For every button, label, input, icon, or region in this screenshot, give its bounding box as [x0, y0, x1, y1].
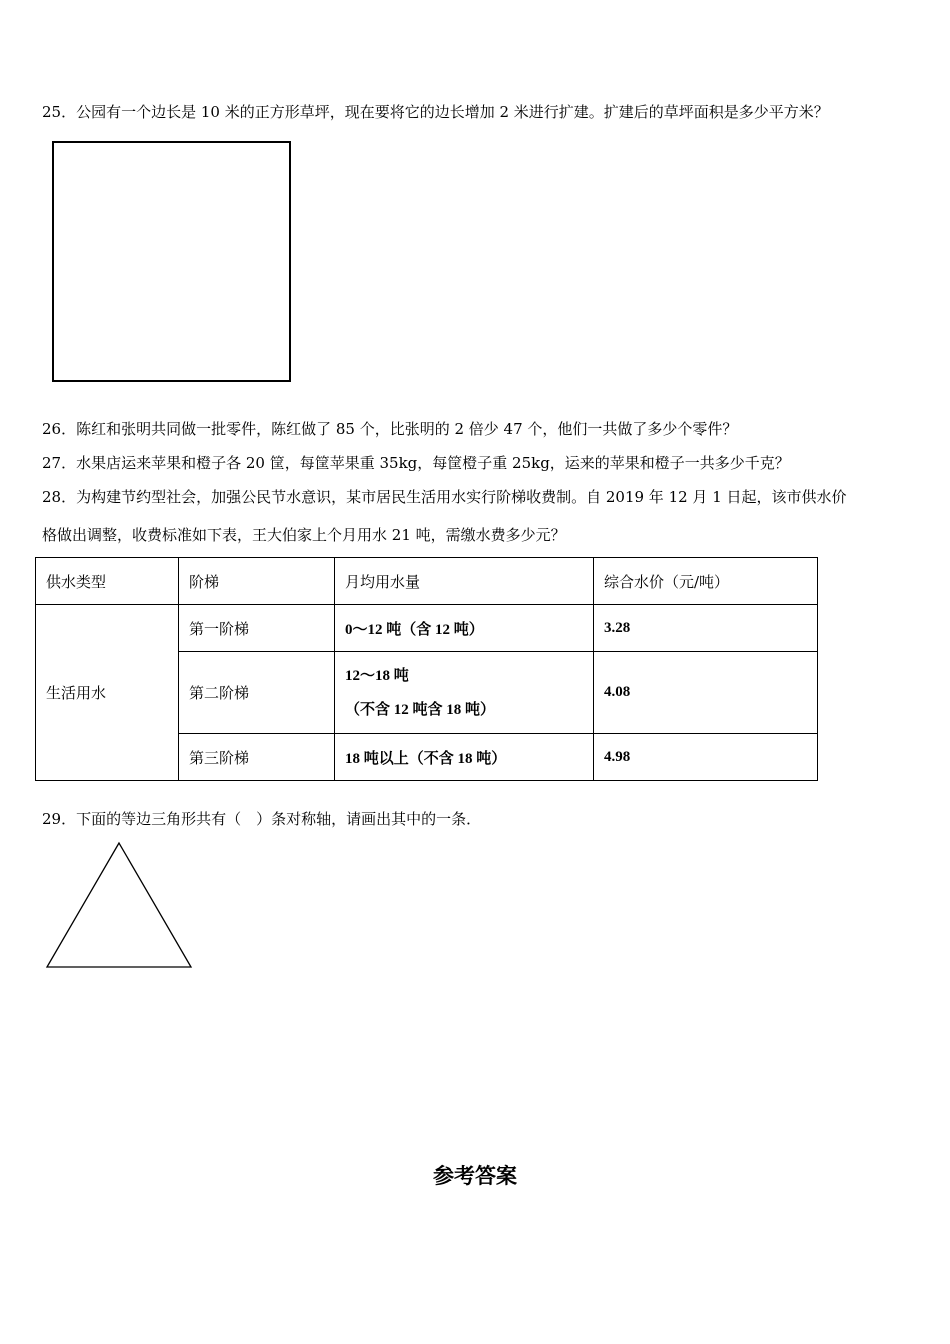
- question-28-line1: 28．为构建节约型社会，加强公民节水意识，某市居民生活用水实行阶梯收费制。自 2019 年 12 月 1 日起，该市供水价: [42, 488, 847, 506]
- table-row: [36, 605, 818, 652]
- equilateral-triangle-figure: [44, 840, 196, 972]
- supply-type-cell: 生活用水: [36, 605, 179, 781]
- header-price: 综合水价（元/吨）: [594, 558, 818, 605]
- tier-cell: 第三阶梯: [179, 734, 335, 781]
- table-header-row: [36, 558, 818, 605]
- usage-cell: [335, 652, 594, 734]
- usage-cell: 18 吨以上（不含 18 吨）: [335, 734, 594, 781]
- usage-cell: 0～12 吨（含 12 吨）: [335, 605, 594, 652]
- usage-line-2: （不含 12 吨含 18 吨）: [345, 701, 496, 718]
- water-price-table: [35, 557, 818, 781]
- question-27: 27．水果店运来苹果和橙子各 20 筐，每筐苹果重 35kg，每筐橙子重 25kg，运来的苹果和橙子一共多少千克？: [42, 454, 790, 472]
- question-25: 25．公园有一个边长是 10 米的正方形草坪，现在要将它的边长增加 2 米进行扩建。扩建后的草坪面积是多少平方米？: [42, 103, 829, 121]
- answer-section-title: 参考答案: [433, 1164, 517, 1188]
- question-28-line2: 格做出调整，收费标准如下表，王大伯家上个月用水 21 吨，需缴水费多少元？: [42, 526, 566, 544]
- header-supply-type: 供水类型: [36, 558, 179, 605]
- price-cell: 4.08: [594, 652, 818, 734]
- header-monthly-usage: 月均用水量: [335, 558, 594, 605]
- question-29: 29．下面的等边三角形共有（ ）条对称轴，请画出其中的一条．: [42, 810, 482, 828]
- square-lawn-figure: [52, 141, 291, 382]
- price-cell: 3.28: [594, 605, 818, 652]
- tier-cell: 第一阶梯: [179, 605, 335, 652]
- tier-cell: 第二阶梯: [179, 652, 335, 734]
- header-tier: 阶梯: [179, 558, 335, 605]
- question-26: 26．陈红和张明共同做一批零件，陈红做了 85 个，比张明的 2 倍少 47 个，他们一共做了多少个零件？: [42, 420, 738, 438]
- usage-line-1: 12～18 吨: [345, 667, 409, 684]
- price-cell: 4.98: [594, 734, 818, 781]
